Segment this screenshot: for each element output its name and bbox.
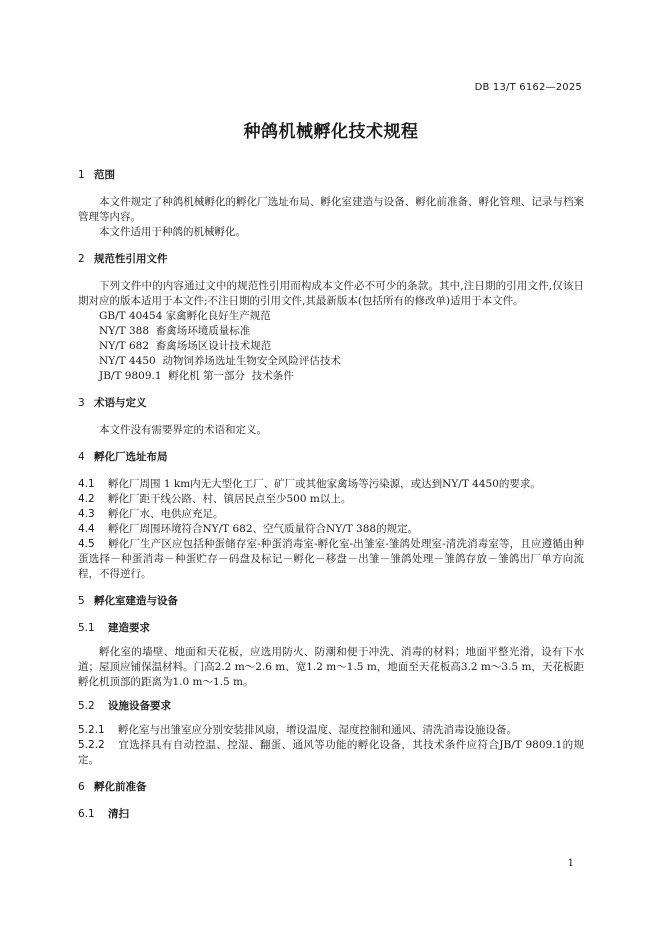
clause-item: 4.3 孵化厂水、电供应充足。 <box>78 508 224 520</box>
clause-item: 4.4 孵化厂周围环境符合NY/T 682、空气质量符合NY/T 388的规定。 <box>78 523 419 535</box>
page-title: 种鸽机械孵化技术规程 <box>243 122 419 142</box>
paragraph: 孵化室的墙壁、地面和天花板，应选用防火、防潮和便于冲洗、消毒的材料；地面平整光滑，设有下水道；屋顶应铺保温材料。门高2.2 m～2.6 m、宽1.2 m～1.5 m，地面至天花板高3.2 m～3.5 m，天花板距孵化机顶部的距离为1.0 m～1.5 m。 <box>78 646 584 688</box>
reference-item: NY/T 388 畜禽场环境质量标准 <box>99 325 251 337</box>
reference-item: GB/T 40454 家禽孵化良好生产规范 <box>99 310 271 322</box>
paragraph: 本文件规定了种鸽机械孵化的孵化厂选址布局、孵化室建造与设备、孵化前准备、孵化管理、记录与档案管理等内容。 <box>78 196 584 223</box>
clause-item: 5.2.1 孵化室与出雏室应分别安装排风扇，增设温度、湿度控制和通风、清洗消毒设施设备。 <box>78 724 517 736</box>
reference-item: NY/T 682 畜禽场场区设计技术规范 <box>99 340 272 352</box>
section-heading-normative-references: 2 规范性引用文件 <box>78 253 168 265</box>
paragraph: 下列文件中的内容通过文中的规范性引用而构成本文件必不可少的条款。其中,注日期的引用文件,仅该日期对应的版本适用于本文件;不注日期的引用文件,其最新版本(包括所有的修改单)适用于本文件。 <box>78 280 584 307</box>
section-heading-preparation: 6 孵化前准备 <box>78 781 147 793</box>
reference-item: JB/T 9809.1 孵化机 第一部分 技术条件 <box>99 370 294 382</box>
clause-item: 4.5 孵化厂生产区应包括种蛋储存室-种蛋消毒室-孵化室-出雏室-雏鸽处理室-清洗消毒室等，且应遵循由种蛋选择－种蛋消毒－种蛋贮存－码盘及标记－孵化－移盘－出雏－雏鸽处理－雏鸽存放－雏鸽出厂单方向流程，不得逆行。 <box>78 538 584 580</box>
page-number: 1 <box>567 858 574 869</box>
document-body <box>78 168 584 822</box>
reference-item: NY/T 4450 动物饲养场选址生物安全风险评估技术 <box>99 355 341 367</box>
section-heading-construction: 5 孵化室建造与设备 <box>78 595 178 607</box>
clause-item: 5.2.2 宜选择具有自动控温、控湿、翻蛋、通风等功能的孵化设备，其技术条件应符合JB/T 9809.1的规定。 <box>78 739 584 766</box>
subsection-heading-equipment: 5.2 设施设备要求 <box>78 700 171 712</box>
paragraph: 本文件没有需要界定的术语和定义。 <box>99 424 267 436</box>
paragraph: 本文件适用于种鸽的机械孵化。 <box>99 226 246 238</box>
section-heading-terms: 3 术语与定义 <box>78 397 147 409</box>
clause-item: 4.1 孵化厂周围 1 km内无大型化工厂、矿厂或其他家禽场等污染源，或达到NY/T 4450的要求。 <box>78 478 541 490</box>
standard-code: DB 13/T 6162—2025 <box>474 82 582 93</box>
section-heading-site-layout: 4 孵化厂选址布局 <box>78 451 168 463</box>
section-heading-scope: 1 范围 <box>78 169 115 181</box>
subsection-heading-cleaning: 6.1 清扫 <box>78 808 129 820</box>
clause-item: 4.2 孵化厂距干线公路、村、镇居民点至少500 m以上。 <box>78 493 352 505</box>
subsection-heading-build-requirements: 5.1 建造要求 <box>78 622 150 634</box>
